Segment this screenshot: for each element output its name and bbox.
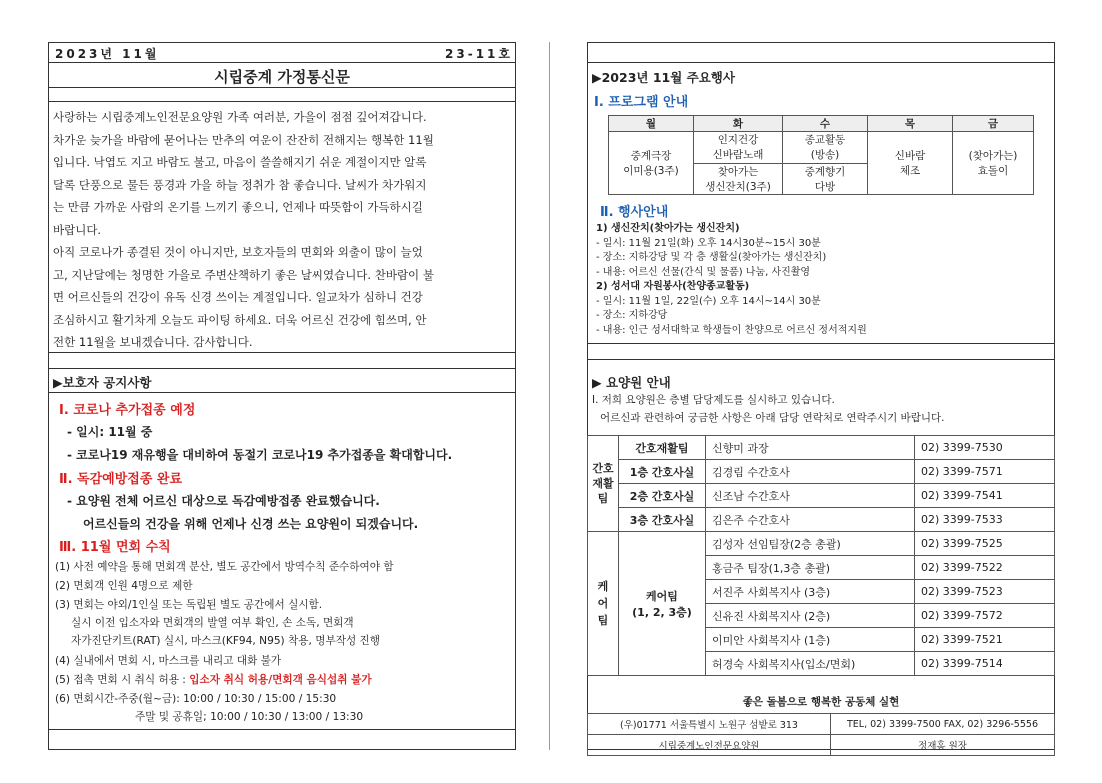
staff-name: 김은주 수간호사 [706, 508, 915, 532]
program-line: 중계극장 [630, 150, 672, 162]
day-fri: 금 [953, 116, 1034, 132]
program-line: 효돌이 [977, 165, 1009, 177]
page-title: 시립중계 가정통신문 [214, 68, 350, 86]
group-char: 재활 [592, 477, 614, 490]
staff-tel: 02) 3399-7514 [915, 652, 1055, 676]
group-char: 팀 [597, 492, 609, 505]
program-line: 신바람 [894, 150, 926, 162]
greeting-line: 전한 11월을 보내겠습니다. 감사합니다. [53, 335, 253, 349]
tue-program-2 [694, 163, 783, 195]
staff-tel: 02) 3399-7533 [915, 508, 1055, 532]
spacer-row [588, 343, 1054, 360]
covid-section-title: Ⅰ. 코로나 추가접종 예정 [59, 403, 196, 418]
tue-program [694, 132, 783, 164]
program-line: 생신잔치(3주) [705, 180, 771, 193]
staff-name: 신조남 수간호사 [706, 484, 915, 508]
program-line: 이미용(3주) [623, 165, 679, 177]
staff-tel: 02) 3399-7571 [915, 460, 1055, 484]
staff-tel: 02) 3399-7522 [915, 556, 1055, 580]
team-cell: 간호재활팀 [619, 436, 706, 460]
staff-contact-table [587, 435, 1055, 676]
greeting-line: 아직 코로나가 종결된 것이 아니지만, 보호자들의 면회와 외출이 많이 늘었 [53, 245, 423, 259]
director: 정재홈 원장 [831, 735, 1055, 756]
staff-tel: 02) 3399-7572 [915, 604, 1055, 628]
staff-name: 신향미 과장 [706, 436, 915, 460]
visit-rule: (1) 사전 예약을 통해 면회객 분산, 별도 공간에서 방역수칙 준수하여야 함 [55, 561, 394, 573]
program-line: 체조 [899, 165, 921, 177]
program-line: 종교활동 [804, 134, 846, 147]
group-char: 케 [597, 580, 609, 593]
guide-line: Ⅰ. 저희 요양원은 층별 담당제도를 실시하고 있습니다. [592, 394, 835, 406]
staff-name: 허경숙 사회복지사(입소/면회) [706, 652, 915, 676]
title-row [49, 63, 515, 88]
program-line: 다방 [814, 180, 836, 193]
staff-tel: 02) 3399-7523 [915, 580, 1055, 604]
staff-name: 이미안 사회복지사 (1층) [706, 628, 915, 652]
left-page [48, 42, 516, 750]
issue-number: 23-11호 [445, 47, 513, 61]
visit-rule: (4) 실내에서 면회 시, 마스크를 내리고 대화 불가 [55, 655, 282, 667]
greeting-line: 면 어르신들의 건강이 유독 신경 쓰이는 계절입니다. 일교차가 심하니 건강 [53, 290, 423, 304]
greeting-line: 바랍니다. [53, 222, 102, 237]
notice-body [49, 393, 515, 730]
address: (우)01771 서울특별시 노원구 섬밭로 313 [588, 714, 831, 735]
care-team-cell [619, 532, 706, 676]
guide-line: 어르신과 관련하여 궁금한 사항은 아래 담당 연락처로 연락주시기 바랍니다. [600, 412, 945, 424]
visit-rule: 자가진단키트(RAT) 실시, 마스크(KF94, N95) 착용, 명부작성 진행 [71, 635, 381, 647]
event-details [596, 222, 867, 338]
care-group [588, 532, 619, 676]
program-table [608, 115, 1034, 195]
day-wed: 수 [783, 116, 868, 132]
flu-item: 어르신들의 건강을 위해 언제나 신경 쓰는 요양원이 되겠습니다. [83, 517, 419, 531]
visit-hours: (6) 면회시간-주중(월~금): 10:00 / 10:30 / 15:00 / 15:30 [55, 693, 337, 705]
staff-tel: 02) 3399-7530 [915, 436, 1055, 460]
event2-line: - 일시: 11월 1일, 22일(수) 오후 14시~14시 30분 [596, 295, 821, 307]
event-title: Ⅱ. 행사안내 [600, 205, 669, 220]
staff-tel: 02) 3399-7525 [915, 532, 1055, 556]
wed-program-2 [783, 163, 868, 195]
day-thu: 목 [868, 116, 953, 132]
group-char: 간호 [592, 462, 614, 475]
staff-name: 홍금주 팀장(1,3층 총괄) [706, 556, 915, 580]
program-line: (찾아가는) [968, 150, 1018, 162]
slogan: 좋은 돌봄으로 행복한 공동체 실현 [742, 696, 900, 708]
contact: TEL, 02) 3399-7500 FAX, 02) 3296-5556 [831, 714, 1055, 735]
program-line: 중계향기 [804, 165, 846, 178]
footer-table [587, 713, 1055, 756]
visit-hours-weekend: 주말 및 공휴일; 10:00 / 10:30 / 13:00 / 13:30 [135, 711, 364, 723]
event1-line: - 장소: 지하강당 및 각 층 생활실(찾아가는 생신잔치) [596, 252, 827, 263]
year-month: 2023년 11월 [55, 47, 160, 61]
visit-rule: (2) 면회객 인원 4명으로 제한 [55, 580, 193, 592]
event1-title: 1) 생신잔치(찾아가는 생신잔치) [596, 223, 740, 234]
program-line: (방송) [810, 149, 840, 162]
greeting-line: 입니다. 낙엽도 지고 바람도 불고, 마음이 쓸쓸해지기 쉬운 계절이지만 알록 [53, 155, 427, 169]
staff-tel: 02) 3399-7541 [915, 484, 1055, 508]
greeting-line: 는 만큼 가까운 사람의 온기를 느끼기 좋으니, 언제나 따뜻함이 가득하시길 [53, 200, 423, 214]
visit-rule-warning: 입소자 취식 허용/면회객 음식섭취 불가 [189, 674, 372, 686]
event1-line: - 내용: 어르신 선물(간식 및 물품) 나눔, 사진촬영 [596, 266, 811, 278]
page-divider [549, 42, 550, 750]
spacer-row [49, 88, 515, 102]
nursing-group [588, 436, 619, 532]
day-mon: 월 [609, 116, 694, 132]
care-team-label: 케어팀 [646, 589, 678, 603]
covid-item: - 코로나19 재유행을 대비하여 동절기 코로나19 추가접종을 확대합니다. [67, 448, 453, 462]
team-cell: 1층 간호사실 [619, 460, 706, 484]
covid-item: - 일시: 11월 중 [67, 425, 153, 439]
events-heading: ▶2023년 11월 주요행사 [592, 70, 735, 85]
staff-name: 서진주 사회복지사 (3층) [706, 580, 915, 604]
program-line: 신바람노래 [712, 149, 764, 162]
day-tue: 화 [694, 116, 783, 132]
mon-program [609, 132, 694, 195]
group-char: 팀 [597, 614, 609, 627]
program-line: 찾아가는 [717, 165, 759, 178]
staff-name: 신유진 사회복지사 (2층) [706, 604, 915, 628]
group-char: 어 [597, 597, 609, 610]
greeting-line: 달록 단풍으로 물든 풍경과 가을 하늘 정취가 참 좋습니다. 날씨가 차가워지 [53, 177, 427, 192]
spacer-row [588, 43, 1054, 63]
flu-item: - 요양원 전체 어르신 대상으로 독감예방접종 완료했습니다. [67, 494, 380, 508]
visit-rule: (3) 면회는 야외/1인실 또는 독립된 별도 공간에서 실시함. [55, 599, 323, 611]
thu-program [868, 132, 953, 195]
fri-program [953, 132, 1034, 195]
notice-heading: ▶보호자 공지사항 [53, 375, 152, 390]
event2-line: - 장소: 지하강당 [596, 310, 668, 321]
staff-name: 김경림 수간호사 [706, 460, 915, 484]
team-cell: 2층 간호사실 [619, 484, 706, 508]
staff-tel: 02) 3399-7521 [915, 628, 1055, 652]
flu-section-title: Ⅱ. 독감예방접종 완료 [59, 472, 183, 487]
greeting-line: 조심하시고 활기차게 오늘도 파이팅 하세요. 더욱 어르신 건강에 힘쓰며, 안 [53, 312, 427, 327]
wed-program [783, 132, 868, 164]
event2-line: - 내용: 인근 성서대학교 학생들이 찬양으로 어르신 정서적지원 [596, 324, 867, 336]
program-title: Ⅰ. 프로그램 안내 [594, 95, 689, 110]
guide-heading: ▶ 요양원 안내 [592, 375, 671, 390]
event1-line: - 일시: 11월 21일(화) 오후 14시30분~15시 30분 [596, 237, 821, 249]
header-row [49, 43, 515, 63]
event2-title: 2) 성서대 자원봉사(찬양종교활동) [596, 281, 750, 292]
team-cell: 3층 간호사실 [619, 508, 706, 532]
program-line: 인지건강 [717, 134, 759, 147]
visit-rule-prefix: (5) 접촉 면회 시 취식 허용 : [55, 674, 190, 686]
right-page [587, 42, 1055, 750]
greeting-line: 차가운 늦가을 바람에 묻어나는 만추의 여운이 잔잔히 전해지는 행복한 11월 [53, 132, 434, 147]
visit-rule: 실시 이전 입소자와 면회객의 발열 여부 확인, 손 소독, 면회객 [71, 617, 354, 629]
visit-section-text: 11월 면회 수칙 [80, 540, 171, 555]
staff-name: 김성자 선임팀장(2층 총괄) [706, 532, 915, 556]
organization: 시립중계노인전문요양원 [588, 735, 831, 756]
visit-rule [55, 672, 372, 687]
care-team-label: (1, 2, 3층) [632, 605, 692, 619]
greeting-line: 고, 지난달에는 청명한 가을로 주변산책하기 좋은 날씨였습니다. 찬바람이 불 [53, 267, 434, 282]
greeting-letter [49, 106, 515, 353]
visit-section-title [59, 536, 171, 555]
visit-section-number: Ⅲ. [59, 540, 81, 555]
notice-heading-row [49, 369, 515, 393]
spacer-row [49, 353, 515, 369]
greeting-line: 사랑하는 시립중계노인전문요양원 가족 여러분, 가을이 점점 깊어져갑니다. [53, 110, 427, 124]
